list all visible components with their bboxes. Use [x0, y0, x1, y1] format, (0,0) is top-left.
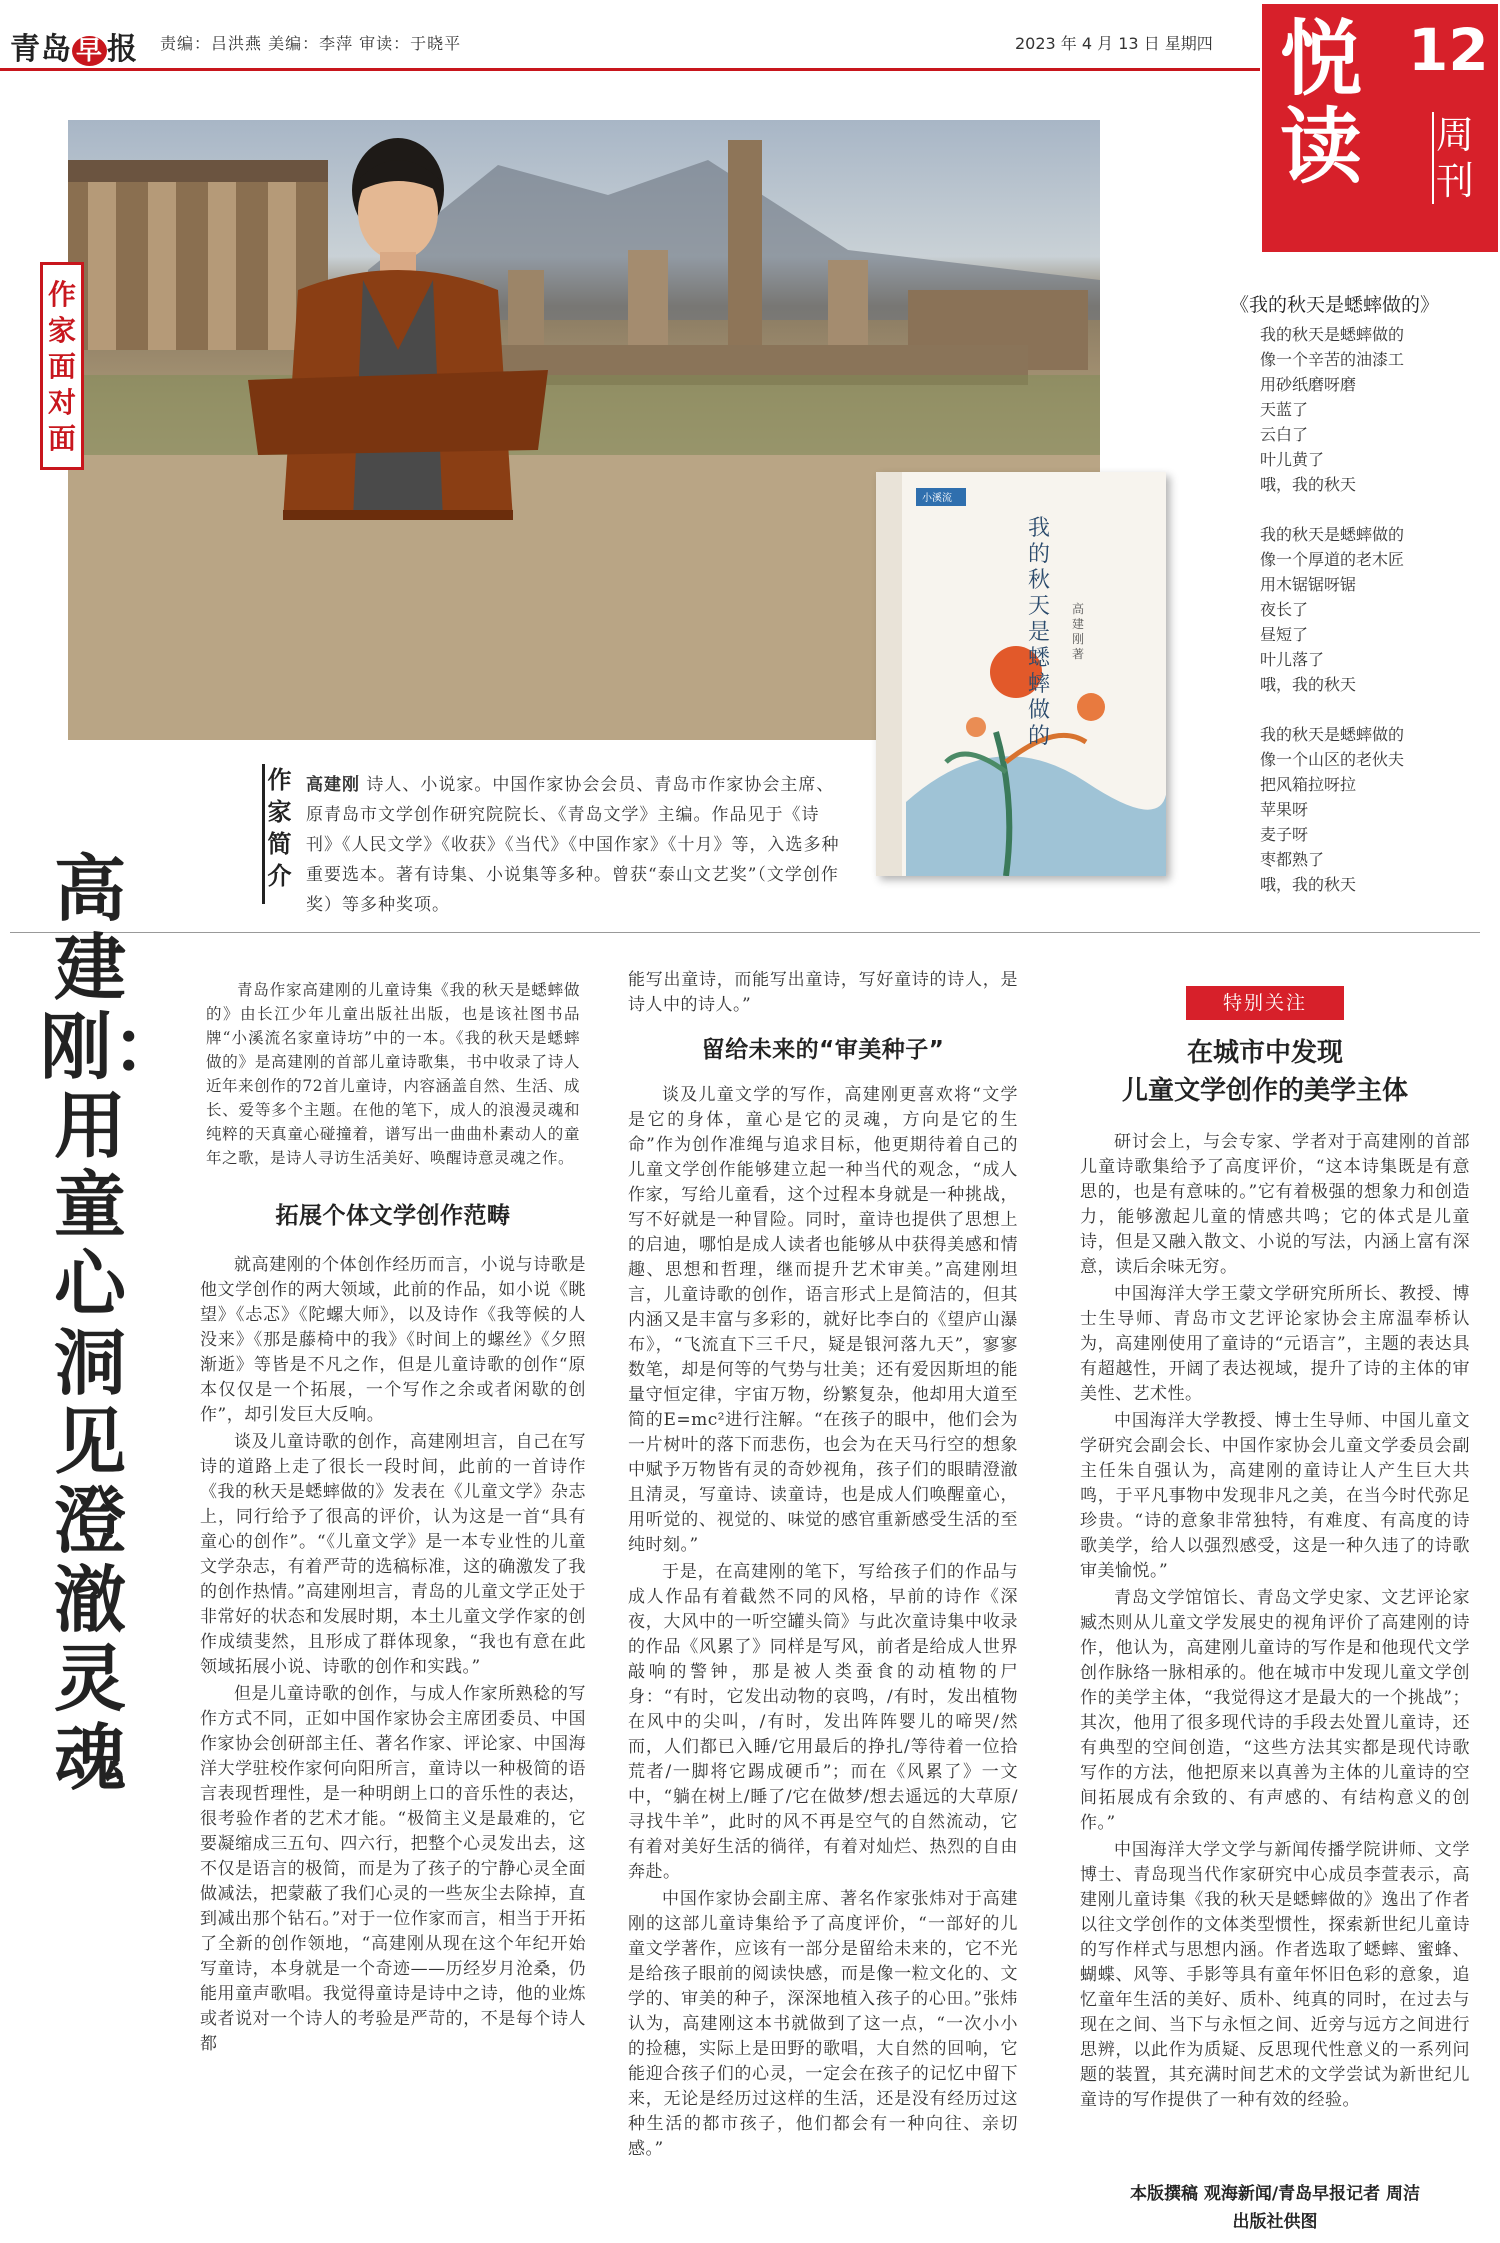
book-author: 高建刚 著	[1072, 602, 1085, 661]
book-cover	[876, 472, 1166, 876]
poem-title: 《我的秋天是蟋蟀做的》	[1230, 294, 1440, 316]
headline: 高建刚：用童心洞见澄澈灵魂	[40, 847, 185, 1800]
book-title: 我的秋天是蟋蟀做的	[1028, 516, 1051, 749]
section-banner	[1262, 4, 1498, 252]
subhead-2: 留给未来的“审美种子”	[701, 1037, 945, 1063]
book-publisher: 小溪流	[922, 493, 952, 504]
section-divider	[10, 932, 1480, 933]
paragraph: 中国作家协会副主席、著名作家张炜对于高建刚的这部儿童诗集给予了高度评价，“一部好的儿童文学著作，应该有一部分是留给未来的，它不光是给孩子眼前的阅读快感，而是像一粒文化的、文学的、审美的种子，深深地植入孩子的心田。”张炜认为，高建刚这本书就做到了这一点，“一次小小的捡穗，实际上是田野的歌唱，大自然的回响，它能迎合孩子们的心灵，一定会在孩子的记忆中留下来，无论是经历过这样的生活，还是没有经历过这种生活的都市孩子，他们都会有一种向往、亲切感。”	[628, 1889, 1018, 2159]
paragraph: 于是，在高建刚的笔下，写给孩子们的作品与成人作品有着截然不同的风格，早前的诗作《深夜，大风中的一听空罐头筒》与此次童诗集中收录的作品《风累了》同样是写风，前者是给成人世界敲响的警钟，那是被人类蚕食的动植物的尸身：“有时，它发出动物的哀鸣，/有时，发出植物在风中的尖叫，/有时，发出阵阵婴儿的啼哭/然而，人们都已入睡/它用最后的挣扎/等待着一位拾荒者/一脚将它踢成硬币”；而在《风累了》一文中，“躺在树上/睡了/它在做梦/想去遥远的大草原/寻找牛羊”，此时的风不再是空气的自然流动，它有着对美好生活的徜徉，有着对灿烂、热烈的自由奔赴。	[628, 1562, 1018, 1882]
article-lead: 青岛作家高建刚的儿童诗集《我的秋天是蟋蟀做的》由长江少年儿童出版社出版，也是该社图书品牌“小溪流名家童诗坊”中的一本。《我的秋天是蟋蟀做的》是高建刚的首部儿童诗歌集，书中收录了诗人近年来创作的72首儿童诗，内容涵盖自然、生活、成长、爱等多个主题。在他的笔下，成人的浪漫灵魂和纯粹的天真童心碰撞着，谱写出一曲曲朴素动人的童年之歌，是诗人寻访生活美好、唤醒诗意灵魂之作。	[206, 981, 580, 1167]
masthead-brand: 青岛 早 报	[10, 32, 139, 67]
byline-writer: 本版撰稿 观海新闻/青岛早报记者 周洁	[1129, 2184, 1421, 2204]
paragraph: 能写出童诗，而能写出童诗，写好童诗的诗人，是诗人中的诗人。”	[628, 970, 1018, 1015]
subhead-1: 拓展个体文学创作范畴	[275, 1203, 511, 1229]
weekly-label: 周刊	[1432, 112, 1476, 204]
sidebar-headline	[1090, 1034, 1440, 1110]
paragraph: 就高建刚的个体创作经历而言，小说与诗歌是他文学创作的两大领域，此前的作品，如小说《眺望》《忐忑》《陀螺大师》，以及诗作《我等候的人没来》《那是藤椅中的我》《时间上的螺丝》《夕照渐逝》等皆是不凡之作，但是儿童诗歌的创作“原本仅仅是一个拓展，一个写作之余或者闲歇的创作”，却引发巨大反响。	[200, 1255, 586, 1425]
paragraph: 谈及儿童文学的写作，高建刚更喜欢将“文学是它的身体，童心是它的灵魂，方向是它的生命”作为创作准绳与追求目标，他更期待着自己的儿童文学创作能够建立起一种当代的观念，“成人作家，写给儿童看，这个过程本身就是一种挑战，写不好就是一种冒险。同时，童诗也提供了思想上的启迪，哪怕是成人读者也能够从中获得美感和情趣、思想和哲理，继而提升艺术审美。”高建刚坦言，儿童诗歌的创作，语言形式上是简洁的，但其内涵又是丰富与多彩的，就好比李白的《望庐山瀑布》，“飞流直下三千尺，疑是银河落九天”，寥寥数笔，却是何等的气势与壮美；还有爱因斯坦的能量守恒定律，宇宙万物，纷繁复杂，他却用大道至简的E=mc²进行注解。“在孩子的眼中，他们会为一片树叶的落下而悲伤，也会为在天马行空的想象中赋予万物皆有灵的奇妙视角，孩子们的眼睛澄澈且清灵，写童诗、读童诗，也是成人们唤醒童心，用听觉的、视觉的、味觉的感官重新感受生活的至纯时刻。”	[628, 1085, 1018, 1555]
credits: 责编：吕洪燕 美编：李萍 审读：于晓平	[160, 34, 462, 53]
section-title: 悦读	[1280, 12, 1363, 195]
paragraph: 中国海洋大学教授、博士生导师、中国儿童文学研究会副会长、中国作家协会儿童文学委员会副主任朱自强认为，高建刚的童诗让人产生巨大共鸣，于平凡事物中发现非凡之美，在当今时代弥足珍贵。“诗的意象非常独特，有难度、有高度的诗歌美学，给人以强烈感受，这是一种久违了的诗歌审美愉悦。”	[1080, 1411, 1470, 1581]
book-cover-art	[876, 472, 1166, 876]
special-focus-tag: 特别关注	[1186, 986, 1344, 1020]
top-rule	[0, 68, 1260, 71]
author-bio	[306, 770, 846, 920]
paragraph: 中国海洋大学王蒙文学研究所所长、教授、博士生导师、青岛市文艺评论家协会主席温奉桥认为，高建刚使用了童诗的“元语言”，主题的表达具有超越性，开阔了表达视域，提升了诗的主体的审美性、艺术性。	[1080, 1284, 1470, 1404]
article-column-1	[200, 978, 586, 2059]
paragraph: 中国海洋大学文学与新闻传播学院讲师、文学博士、青岛现当代作家研究中心成员李萱表示，高建刚儿童诗集《我的秋天是蟋蟀做的》逸出了作者以往文学创作的文体类型惯性，探索新世纪儿童诗的写作样式与思想内涵。作者选取了蟋蟀、蜜蜂、蝴蝶、风等、手影等具有童年怀旧色彩的意象，追忆童年生活的美好、质朴、纯真的同时，在过去与现在之间、当下与永恒之间、近旁与远方之间进行思辨，以此作为质疑、反思现代性意义的一系列问题的装置，其充满时间艺术的文学尝试为新世纪儿童诗的写作提供了一种有效的经验。	[1080, 1840, 1470, 2110]
sidebar-headline-line-1: 在城市中发现	[1186, 1038, 1343, 1068]
paragraph: 谈及儿童诗歌的创作，高建刚坦言，自己在写诗的道路上走了很长一段时间，此前的一首诗作《我的秋天是蟋蟀做的》发表在《儿童文学》杂志上，同行给予了很高的评价，认为这是一首“具有童心的创作”。“《儿童文学》是一本专业性的儿童文学杂志，有着严苛的选稿标准，这的确激发了我的创作热情。”高建刚坦言，青岛的儿童文学正处于非常好的状态和发展时期，本土儿童文学作家的创作成绩斐然，且形成了群体现象，“我也有意在此领域拓展小说、诗歌的创作和实践。”	[200, 1432, 586, 1677]
page-number: 12	[1408, 16, 1489, 84]
author-name: 高建刚	[306, 775, 360, 795]
article-column-3	[1080, 1130, 1470, 2115]
dateline: 2023 年 4 月 13 日 星期四	[1015, 34, 1213, 53]
poem-text: 我的秋天是蟋蟀做的 像一个辛苦的油漆工 用砂纸磨呀磨 天蓝了 云白了 叶儿黄了 哦，我的秋天 我的秋天是蟋蟀做的 像一个厚道的老木匠 用木锯锯呀锯 夜长了 昼短了 叶儿落了 哦，我的秋天 我的秋天是蟋蟀做的 像一个山区的老伙夫 把风箱拉呀拉 苹果呀 麦子呀 枣都熟了 哦，我的秋天	[1260, 325, 1405, 894]
sidebar-headline-line-2: 儿童文学创作的美学主体	[1121, 1076, 1408, 1106]
paragraph: 研讨会上，与会专家、学者对于高建刚的首部儿童诗歌集给予了高度评价，“这本诗集既是有意思的，也是有意味的。”它有着极强的想象力和创造力，能够激起儿童的情感共鸣；它的体式是儿童诗，但是又融入散文、小说的写法，内涵上富有深意，读后余味无穷。	[1080, 1132, 1470, 1277]
column-tag: 作家面对面	[40, 262, 84, 470]
paragraph: 青岛文学馆馆长、青岛文学史家、文艺评论家臧杰则从儿童文学发展史的视角评价了高建刚的诗作，他认为，高建刚儿童诗的写作是和他现代文学创作脉络一脉相承的。他在城市中发现儿童文学创作的美学主体，“我觉得这才是最大的一个挑战”；其次，他用了很多现代诗的手段去处置儿童诗，还有典型的空间创造，“这些方法其实都是现代诗歌写作的方法，他把原来以真善为主体的儿童诗的空间拓展成有余致的、有声感的、有结构意义的创作。”	[1080, 1588, 1470, 1833]
author-bio-text: 诗人、小说家。中国作家协会会员、青岛市作家协会主席、原青岛市文学创作研究院院长、《青岛文学》主编。作品见于《诗刊》《人民文学》《收获》《当代》《中国作家》《十月》等，入选多种重要选本。著有诗集、小说集等多种。曾获“泰山文艺奖”（文学创作奖）等多种奖项。	[306, 775, 840, 915]
byline-photo: 出版社供图	[1232, 2212, 1318, 2232]
byline	[1080, 2180, 1470, 2236]
article-column-2	[628, 968, 1018, 2164]
author-intro-tag: 作家简介	[262, 764, 294, 904]
paragraph: 但是儿童诗歌的创作，与成人作家所熟稔的写作方式不同，正如中国作家协会主席团委员、中国作家协会创研部主任、著名作家、评论家、中国海洋大学驻校作家何向阳所言，童诗以一种极简的语言表现哲理性，是一种明朗上口的音乐性的表达，很考验作者的艺术才能。“极简主义是最难的，它要凝缩成三五句、四六行，把整个心灵发出去，这不仅是语言的极简，而是为了孩子的宁静心灵全面做减法，把蒙蔽了我们心灵的一些灰尘去除掉，直到减出那个钻石。”对于一位作家而言，相当于开拓了全新的创作领地，“高建刚从现在这个年纪开始写童诗，本身就是一个奇迹——历经岁月沧桑，仍能用童声歌唱。我觉得童诗是诗中之诗，他的业炼或者说对一个诗人的考验是严苛的，不是每个诗人都	[200, 1684, 586, 2054]
